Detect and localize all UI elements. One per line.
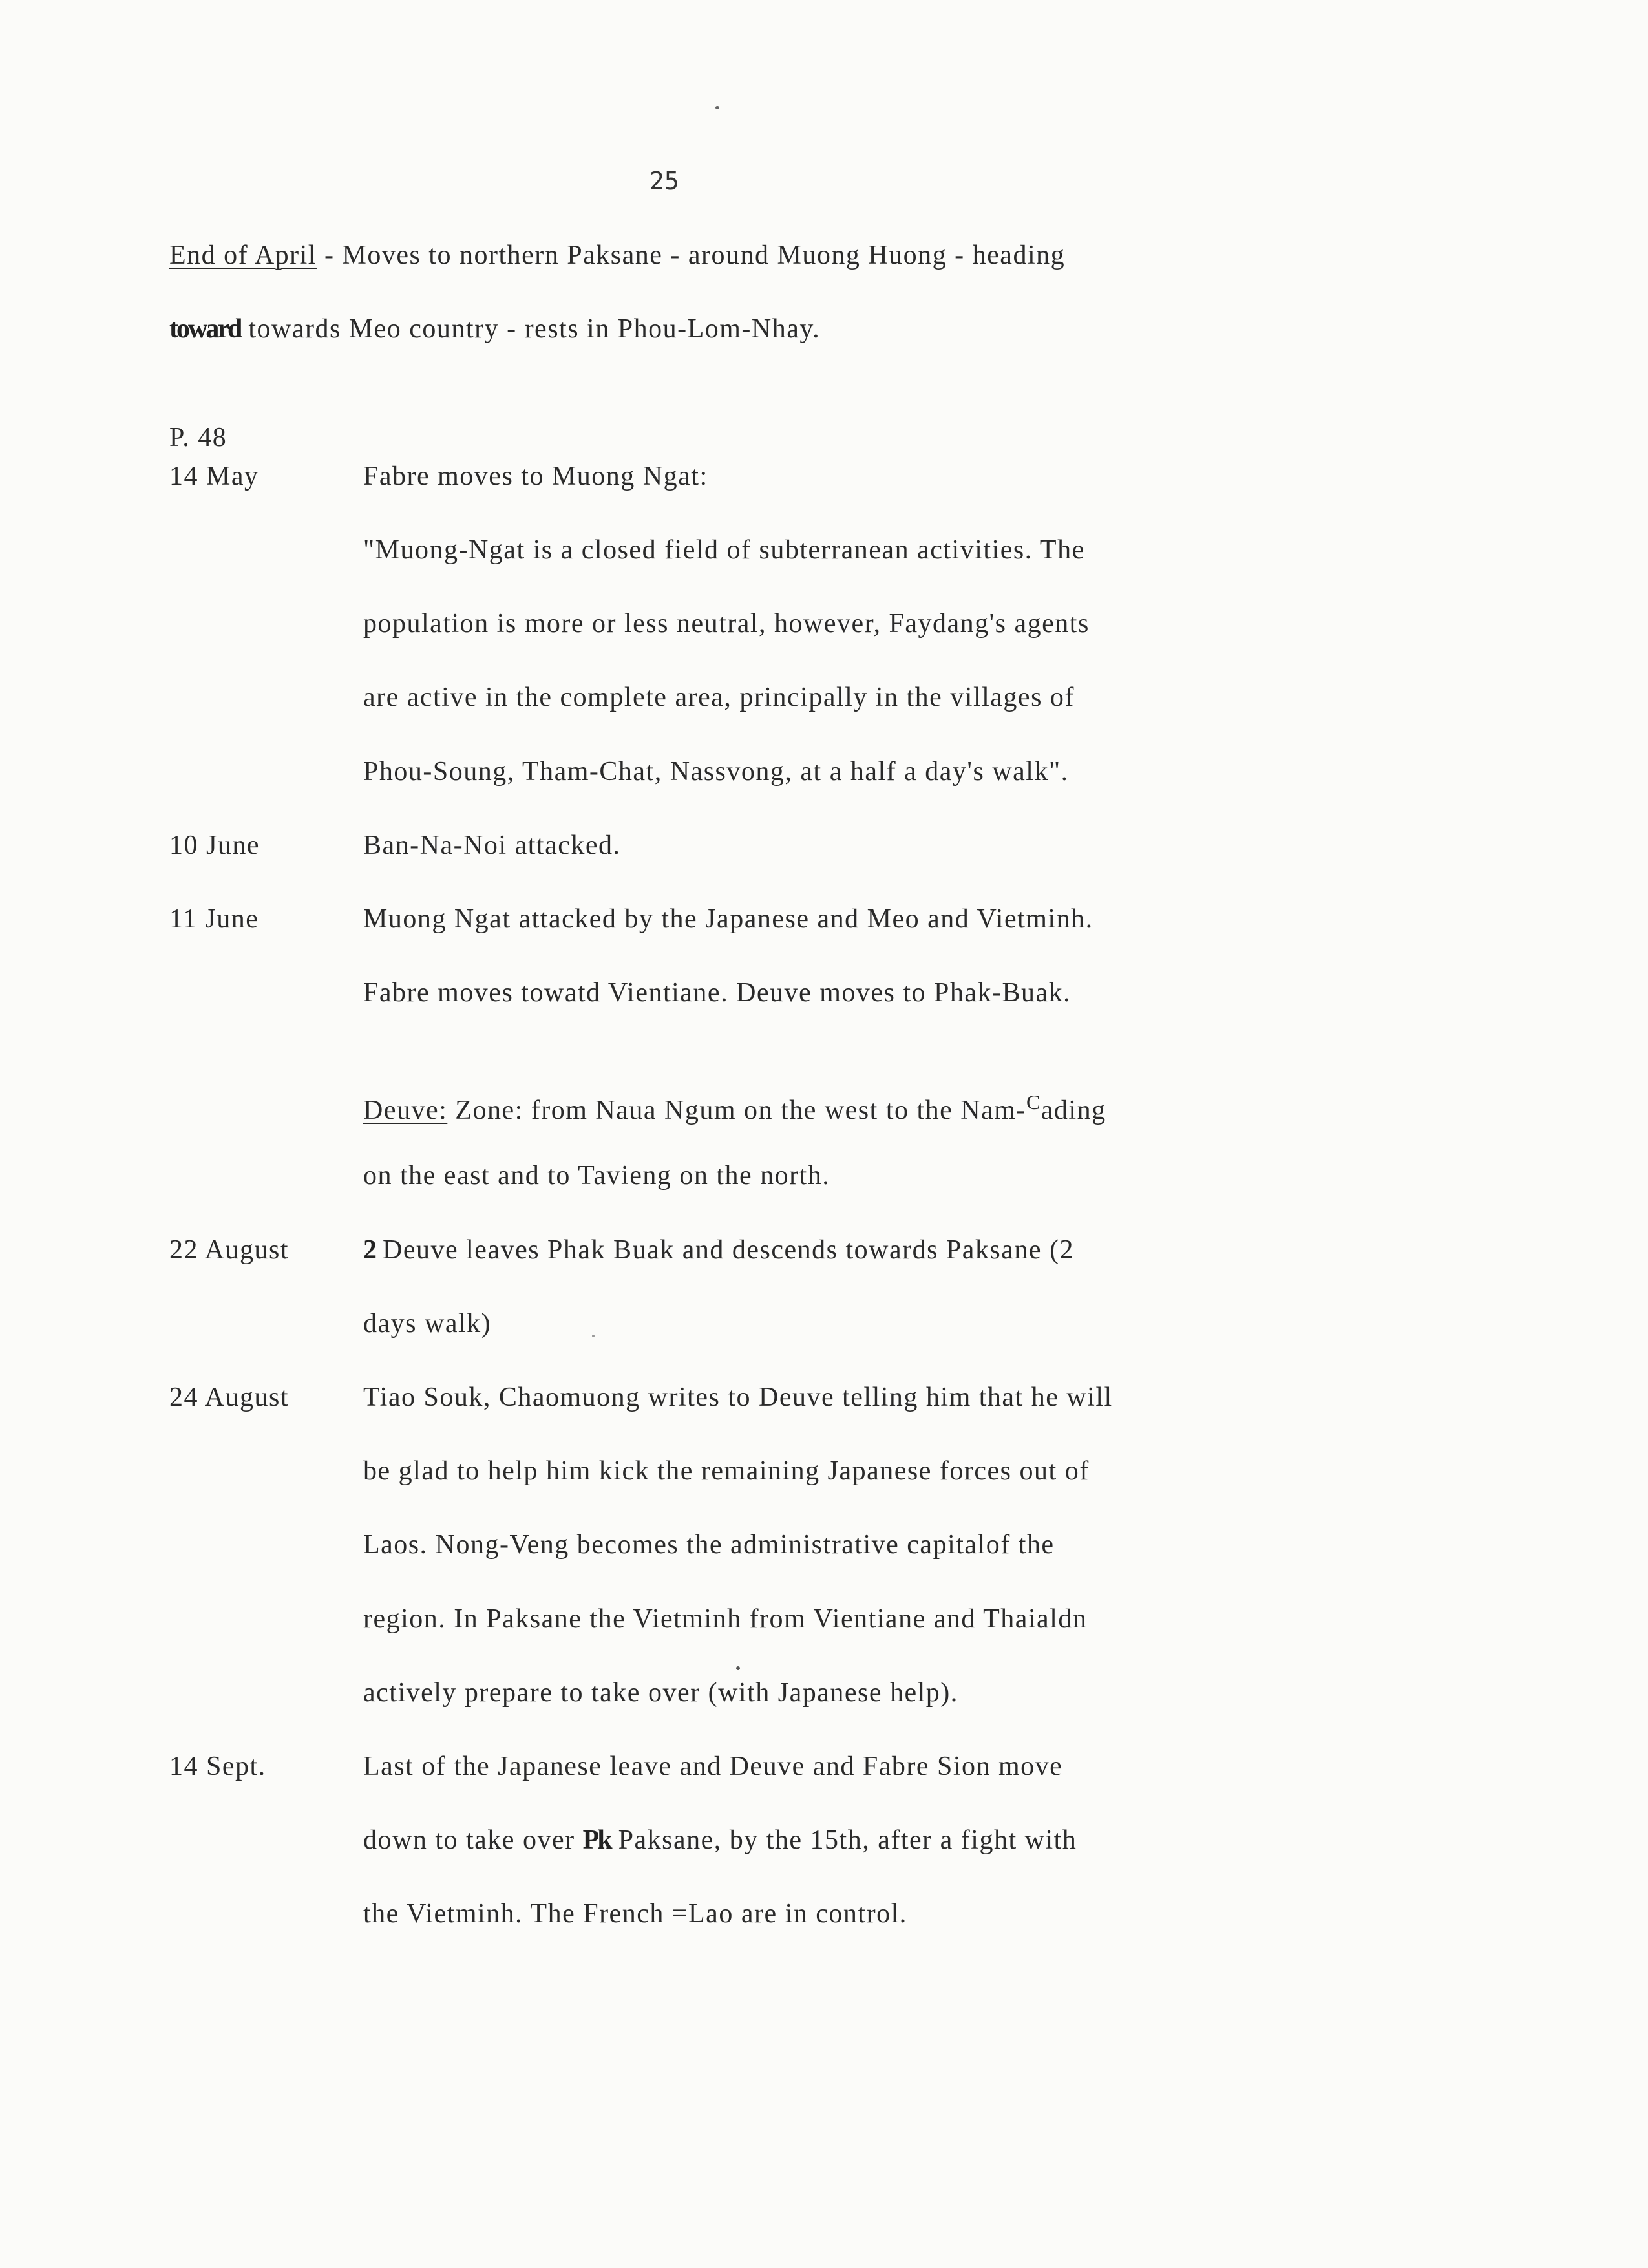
zone-text: Zone: from Naua Ngum on the west to the Nam- — [447, 1096, 1026, 1125]
quote-line: population is more or less neutral, however, Faydang's agents — [363, 609, 1090, 639]
zone-text-end: ading — [1041, 1096, 1106, 1125]
page-number: 25 — [650, 167, 679, 195]
entry-text: Deuve leaves Phak Buak and descends towards Paksane (2 — [375, 1235, 1075, 1265]
deuve-label: Deuve: — [363, 1096, 448, 1125]
deuve-zone-line-1 — [363, 1085, 1106, 1128]
entry-line: the Vietminh. The French =Lao are in control. — [363, 1899, 907, 1929]
entry-date-22-august: 22 August — [169, 1235, 290, 1265]
entry-text: down to take over — [363, 1825, 583, 1855]
entry-line: days walk) — [363, 1309, 492, 1339]
superscript-c: C — [1026, 1090, 1041, 1114]
entry-line: actively prepare to take over (with Japanese help). — [363, 1678, 958, 1708]
struck-mark: 2 — [363, 1235, 375, 1265]
entry-line: region. In Paksane the Vietminh from Vientiane and Thaialdn — [363, 1604, 1088, 1634]
entry-line: be glad to help him kick the remaining Japanese forces out of — [363, 1456, 1090, 1486]
entry-date-14-may: 14 May — [169, 461, 259, 491]
page-reference: P. 48 — [169, 423, 227, 452]
entry-line: Fabre moves towatd Vientiane. Deuve moves to Phak-Buak. — [363, 978, 1072, 1008]
intro-date: End of April — [169, 240, 317, 270]
entry-line: Laos. Nong-Veng becomes the administrative capitalof the — [363, 1530, 1055, 1560]
speck — [736, 1666, 740, 1670]
entry-line — [363, 1233, 1074, 1267]
speck — [592, 1335, 595, 1337]
intro-line-1 — [169, 238, 1065, 273]
intro-line-2 — [169, 312, 820, 346]
entry-line: Fabre moves to Muong Ngat: — [363, 461, 708, 491]
entry-text: Paksane, by the 15th, after a fight with — [610, 1825, 1077, 1855]
entry-date-14-sept: 14 Sept. — [169, 1752, 266, 1781]
entry-line: Tiao Souk, Chaomuong writes to Deuve telling him that he will — [363, 1383, 1113, 1412]
entry-line: Last of the Japanese leave and Deuve and Fabre Sion move — [363, 1752, 1063, 1781]
entry-date-11-june: 11 June — [169, 904, 259, 934]
quote-line: are active in the complete area, principally in the villages of — [363, 683, 1075, 712]
entry-line — [363, 1823, 1077, 1858]
entry-line: Ban-Na-Noi attacked. — [363, 831, 621, 860]
entry-date-10-june: 10 June — [169, 831, 260, 860]
entry-date-24-august: 24 August — [169, 1383, 290, 1412]
intro-line-1-text: - Moves to northern Paksane - around Muong Huong - heading — [316, 240, 1066, 270]
struck-word: toward — [169, 314, 241, 344]
quote-line: "Muong-Ngat is a closed field of subterranean activities. The — [363, 535, 1085, 565]
entry-line: Muong Ngat attacked by the Japanese and Meo and Vietminh. — [363, 904, 1093, 934]
intro-line-2-text: towards Meo country - rests in Phou-Lom-Nhay. — [240, 314, 821, 344]
quote-line: Phou-Soung, Tham-Chat, Nassvong, at a half a day's walk". — [363, 757, 1069, 787]
struck-word: Pk — [582, 1825, 611, 1855]
deuve-zone-line-2: on the east and to Tavieng on the north. — [363, 1161, 830, 1191]
speck — [715, 106, 719, 109]
